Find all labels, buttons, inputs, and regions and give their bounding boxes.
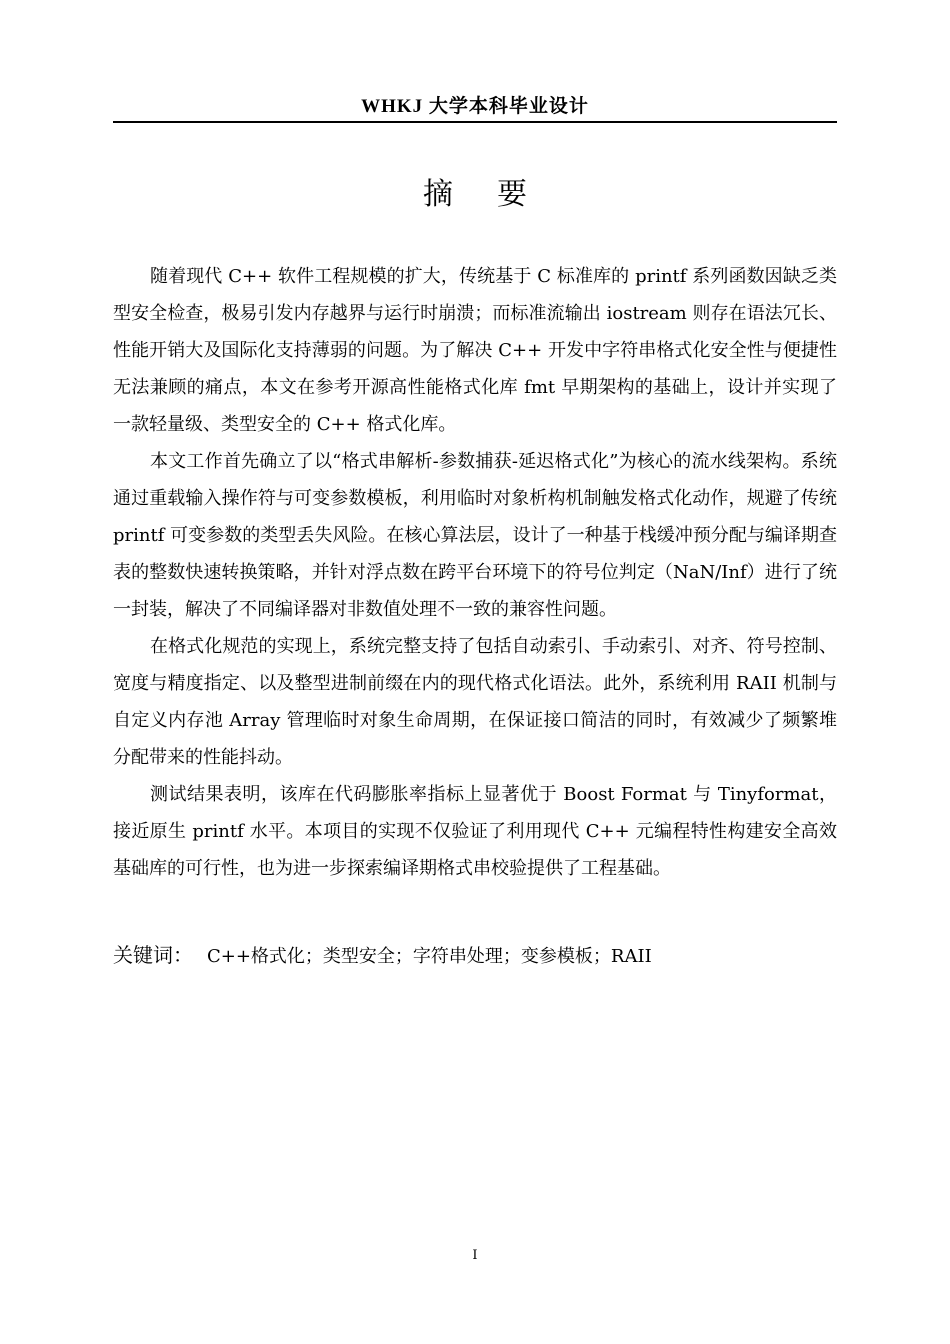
abstract-paragraph-4: 测试结果表明，该库在代码膨胀率指标上显著优于 Boost Format 与 Tinyformat，接近原生 printf 水平。本项目的实现不仅验证了利用现代 C++ 元编程特性构建安全高效基础库的可行性，也为进一步探索编译期格式串校验提供了工程基础。 — [113, 784, 837, 879]
page-number: I — [472, 1248, 478, 1263]
header-rule — [113, 121, 837, 123]
abstract-paragraph-2: 本文工作首先确立了以“格式串解析-参数捕获-延迟格式化”为核心的流水线架构。系统通过重载输入操作符与可变参数模板，利用临时对象析构机制触发格式化动作，规避了传统 printf 可变参数的类型丢失风险。在核心算法层，设计了一种基于栈缓冲预分配与编译期查表的整数快速转换策略，并针对浮点数在跨平台环境下的符号位判定（NaN/Inf）进行了统一封装，解决了不同编译器对非数值处理不一致的兼容性问题。 — [113, 451, 837, 620]
abstract-title: 摘要 — [423, 177, 571, 212]
abstract-paragraph-1: 随着现代 C++ 软件工程规模的扩大，传统基于 C 标准库的 printf 系列函数因缺乏类型安全检查，极易引发内存越界与运行时崩溃；而标准流输出 iostream 则存在语法冗长、性能开销大及国际化支持薄弱的问题。为了解决 C++ 开发中字符串格式化安全性与便捷性无法兼顾的痛点，本文在参考开源高性能格式化库 fmt 早期架构的基础上，设计并实现了一款轻量级、类型安全的 C++ 格式化库。 — [113, 266, 837, 435]
abstract-body — [113, 258, 837, 887]
abstract-paragraph-3: 在格式化规范的实现上，系统完整支持了包括自动索引、手动索引、对齐、符号控制、宽度与精度指定、以及整型进制前缀在内的现代格式化语法。此外，系统利用 RAII 机制与自定义内存池 Array 管理临时对象生命周期，在保证接口简洁的同时，有效减少了频繁堆分配带来的性能抖动。 — [113, 636, 837, 768]
page-header: WHKJ 大学本科毕业设计 — [361, 96, 589, 117]
keywords-label: 关键词： — [113, 943, 193, 967]
keywords-value: C++格式化；类型安全；字符串处理；变参模板；RAII — [207, 946, 652, 967]
keywords-line — [113, 940, 837, 972]
